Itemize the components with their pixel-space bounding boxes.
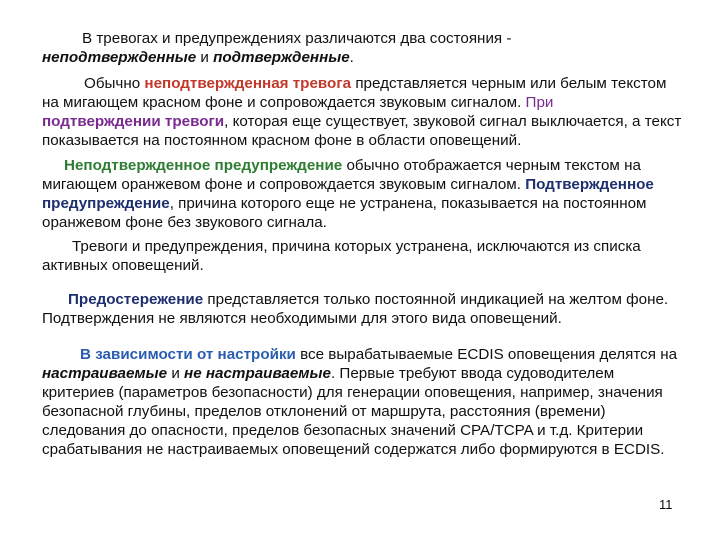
term-acknowledged: подтвержденные bbox=[213, 49, 350, 66]
text-span: представляется черным или белым текстом на мигающем красном фоне и сопровождается звуковым сигналом. bbox=[42, 75, 667, 111]
paragraph-configurable-alerts bbox=[42, 345, 682, 459]
text-span-highlight: При bbox=[525, 94, 554, 111]
indent bbox=[42, 157, 64, 174]
paragraph-caution bbox=[42, 290, 682, 328]
text-span: , причина которого еще не устранена, показывается на постоянном оранжевом фоне без звукового сигнала. bbox=[42, 195, 647, 231]
term-unacknowledged: неподтвержденные bbox=[42, 49, 197, 66]
indent bbox=[42, 75, 84, 92]
text-span: все вырабатываемые ECDIS оповещения делятся на bbox=[295, 346, 678, 363]
text-span: и bbox=[196, 49, 214, 66]
term-non-configurable: не настраиваемые bbox=[184, 365, 331, 382]
text-span: Тревоги и предупреждения, причина которых устранена, исключаются из списка активных оповещений. bbox=[42, 238, 641, 274]
text-span: и bbox=[167, 365, 185, 382]
paragraph-alarm-states bbox=[42, 29, 682, 67]
term-depending-on-settings: В зависимости от настройки bbox=[80, 346, 296, 363]
text-span: обычно отображается черным текстом на мигающем оранжевом фоне и сопровождается звуковым сигналом. bbox=[42, 157, 641, 193]
paragraph-warning bbox=[42, 156, 682, 232]
term-unacknowledged-alarm: неподтвержденная тревога bbox=[144, 75, 352, 92]
term-unacknowledged-warning: Неподтвержденное предупреждение bbox=[64, 157, 343, 174]
text-span: . bbox=[349, 49, 354, 66]
page-number: 11 bbox=[659, 497, 673, 512]
term-acknowledged-warning: Подтвержденное предупреждение bbox=[42, 176, 654, 212]
indent bbox=[42, 291, 68, 308]
text-span: В тревогах и предупреждениях различаются два состояния - bbox=[82, 30, 512, 47]
text-span: . Первые требуют ввода судоводителем критериев (параметров безопасности) для генерации оповещения, например, значения безопасной глубины, пределов отклонений от маршрута, расстояния (времени) следования до опасности, пределов безопасных значений CPA/TCPA и т.д. Критерии срабатывания не настраиваемых оповещений содержатся либо формируются в ECDIS. bbox=[42, 365, 665, 458]
text-span: Обычно bbox=[84, 75, 145, 92]
text-span: , которая еще существует, звуковой сигнал выключается, а текст показывается на постоянном красном фоне в области оповещений. bbox=[42, 113, 682, 149]
paragraph-resolved-alerts bbox=[42, 237, 682, 275]
indent bbox=[42, 346, 80, 363]
text-span: представляется только постоянной индикацией на желтом фоне. Подтверждения не являются необходимыми для этого вида оповещений. bbox=[42, 291, 669, 327]
term-alarm-acknowledgement: подтверждении тревоги bbox=[42, 113, 225, 130]
paragraph-unacknowledged-alarm bbox=[42, 74, 682, 150]
indent bbox=[42, 30, 82, 47]
term-caution: Предостережение bbox=[68, 291, 204, 308]
indent bbox=[42, 238, 72, 255]
term-configurable: настраиваемые bbox=[42, 365, 168, 382]
